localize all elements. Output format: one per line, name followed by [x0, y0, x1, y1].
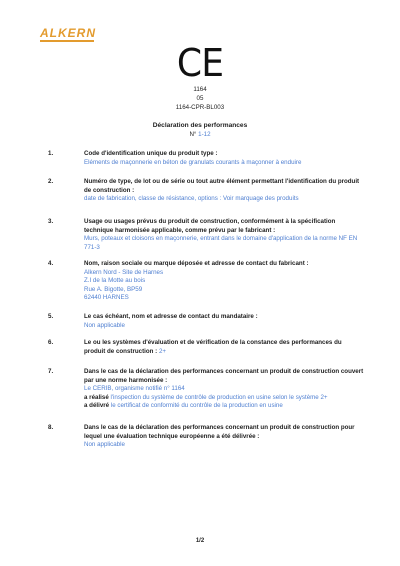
answer-text: date de fabrication, classe de résistance, options : Voir marquage des produits	[84, 195, 299, 203]
section-question	[84, 260, 364, 269]
answer-line	[84, 441, 364, 450]
answer-line	[84, 394, 364, 403]
section-body	[84, 424, 364, 450]
section-body	[84, 260, 364, 303]
alkern-logo: ALKERN	[40, 26, 96, 40]
section-question-text: Numéro de type, de lot ou de série ou tout autre élément permettant l'identification du produit de construction :	[84, 178, 360, 194]
section-question-answer: 2+	[157, 347, 166, 355]
answer-line	[84, 277, 364, 286]
answer-text: Z.I de la Motte au bois	[84, 277, 146, 285]
answer-text: Eléments de maçonnerie en béton de granulats courants à maçonner à enduire	[84, 158, 302, 166]
section-number: 4.	[48, 260, 54, 267]
answer-line	[84, 195, 364, 204]
section-question	[84, 178, 364, 195]
section-body	[84, 178, 364, 204]
answer-text: l'inspection du système de contrôle de production en usine selon le système 2+	[108, 393, 328, 401]
section-question	[84, 339, 364, 356]
answer-line	[84, 385, 364, 394]
section-question	[84, 313, 364, 322]
answer-text: Non applicable	[84, 321, 125, 329]
page-title: Déclaration des performances	[152, 122, 248, 129]
answer-line	[84, 269, 364, 278]
answer-text: Alkern Nord - Site de Harnes	[84, 268, 164, 276]
section-number: 6.	[48, 339, 54, 346]
answer-label: a réalisé	[84, 393, 109, 401]
declaration-number-value: 1-12	[198, 131, 211, 138]
answer-label: a délivré	[84, 402, 110, 410]
section-body	[84, 339, 364, 356]
marking-year: 05	[196, 95, 204, 102]
answer-text: Non applicable	[84, 441, 125, 449]
section-number: 8.	[48, 424, 54, 431]
section-number: 5.	[48, 313, 54, 320]
answer-text: 62440 HARNES	[84, 294, 129, 302]
section-question-text: Le cas échéant, nom et adresse de contact du mandataire :	[84, 313, 258, 320]
section-question-text: Le ou les systèmes d'évaluation et de vérification de la constance des performances du produit de construction :	[84, 339, 342, 355]
section-body	[84, 218, 364, 252]
section-question	[84, 150, 364, 159]
answer-text: Murs, poteaux et cloisons en maçonnerie, entrant dans le domaine d'application de la norme NF EN 771-3	[84, 235, 358, 251]
page-number: 1/2	[195, 538, 205, 544]
section-number: 2.	[48, 178, 54, 185]
section-body	[84, 150, 364, 167]
section-question	[84, 368, 364, 385]
answer-text: Le CERIB, organisme notifié n° 1164	[84, 385, 185, 393]
section-body	[84, 368, 364, 411]
answer-line	[84, 286, 364, 295]
section-question-text: Nom, raison sociale ou marque déposée et adresse de contact du fabricant :	[84, 260, 309, 267]
section-question-text: Dans le cas de la déclaration des performances concernant un produit de construction couvert par une norme harmonisée :	[84, 368, 364, 384]
section-number: 7.	[48, 368, 54, 375]
answer-line	[84, 402, 364, 411]
answer-line	[84, 294, 364, 303]
answer-text: le certificat de conformité du contrôle de la production en usine	[109, 402, 283, 410]
section-body	[84, 313, 364, 330]
answer-line	[84, 322, 364, 331]
ce-mark-icon: CE	[176, 41, 224, 85]
section-question-text: Code d'identification unique du produit type :	[84, 150, 218, 157]
section-question-text: Usage ou usages prévus du produit de construction, conformément à la spécification technique harmonisée applicable, comme prévu par le fabricant :	[84, 218, 336, 234]
section-number: 3.	[48, 218, 54, 225]
section-question-text: Dans le cas de la déclaration des performances concernant un produit de construction pour lequel une évaluation technique européenne a été délivrée :	[84, 424, 355, 440]
notified-body-number: 1164	[193, 86, 207, 93]
section-question	[84, 218, 364, 235]
declaration-number	[0, 131, 400, 139]
answer-text: Rue A. Bigotte, BP59	[84, 285, 143, 293]
section-number: 1.	[48, 150, 54, 157]
declaration-number-label: N°	[189, 131, 197, 138]
answer-line	[84, 159, 364, 168]
answer-line	[84, 235, 364, 252]
certificate-reference: 1164-CPR-BL003	[175, 104, 225, 111]
section-question	[84, 424, 364, 441]
